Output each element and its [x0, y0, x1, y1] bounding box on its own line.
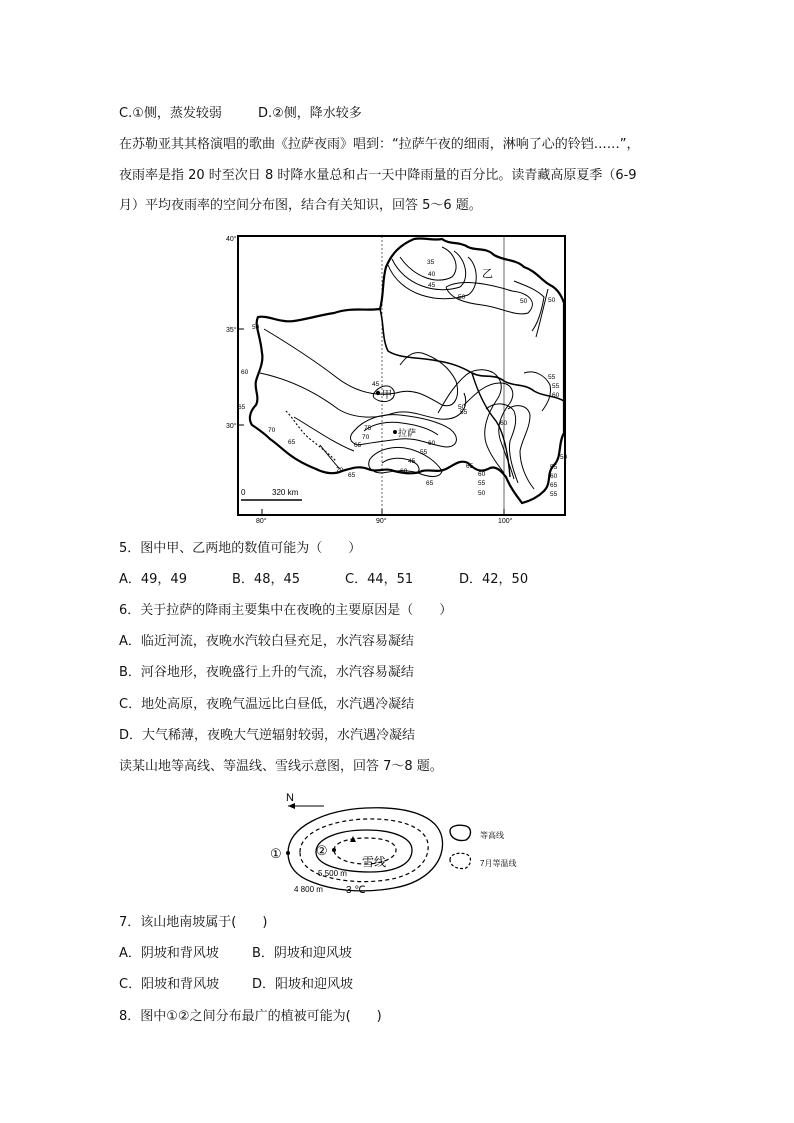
contour-label: 55 — [552, 383, 560, 390]
contour-label: 65 — [466, 463, 474, 470]
intro-line-3: 月）平均夜雨率的空间分布图，结合有关知识，回答 5～6 题。 — [119, 198, 482, 213]
q6-option-c: C．地处高原，夜晚气温远比白昼低，水汽遇冷凝结 — [119, 697, 415, 712]
temperature-label: 3 ℃ — [346, 885, 366, 896]
contour-label: 50 — [520, 298, 528, 305]
contour-label: 55 — [550, 464, 558, 471]
contour-label: 70 — [362, 434, 370, 441]
q5-option-c: C．44，51 — [345, 572, 414, 587]
legend-isotherm-icon — [450, 853, 471, 868]
contour-label: 60 — [400, 468, 408, 475]
contour-label: 40 — [428, 271, 436, 278]
contour-label: 65 — [550, 482, 558, 489]
contour-label: 60 — [500, 420, 508, 427]
contour-label: 65 — [354, 442, 362, 449]
contour-label: 50 — [560, 454, 568, 461]
q4-option-c: C.①侧，蒸发较弱 — [119, 106, 222, 121]
contour-label: 60 — [550, 473, 558, 480]
intro-line-2: 夜雨率是指 20 时至次日 8 时降水量总和占一天中降雨量的百分比。读青藏高原夏季（6-9 — [119, 168, 637, 183]
contour-label: 35 — [427, 259, 435, 266]
contour-label: 60 — [552, 392, 560, 399]
jia-label: 甲 — [382, 390, 392, 401]
q7-option-b: B．阴坡和迎风坡 — [252, 946, 352, 961]
contour-label: 55 — [460, 409, 468, 416]
contour-label: 70 — [336, 467, 344, 474]
q8-stem: 8．图中①②之间分布最广的植被可能为( ) — [119, 1009, 382, 1024]
contour-label: 55 — [548, 374, 556, 381]
scale-zero: 0 — [241, 488, 246, 497]
contour-label: 75 — [364, 425, 372, 432]
q7-stem: 7．该山地南坡属于( ) — [119, 915, 268, 930]
q6-option-d: D．大气稀薄，夜晚大气逆辐射较弱，水汽遇冷凝结 — [119, 728, 416, 743]
outer-contour — [288, 808, 443, 891]
lon-label-90: 90° — [376, 518, 387, 525]
contour-label: 55 — [478, 480, 486, 487]
contour-label: 60 — [241, 369, 249, 376]
jia-marker — [376, 391, 380, 395]
point-1-label: ① — [270, 846, 282, 861]
contour-label: 65 — [426, 480, 434, 487]
q5-option-d: D．42，50 — [459, 572, 529, 587]
lon-label-100: 100° — [498, 518, 513, 525]
contour-label: 65 — [238, 404, 246, 411]
contour-label: 50 — [478, 490, 486, 497]
legend-isotherm-label: 7月等温线 — [480, 859, 517, 868]
contour-label: 50 — [548, 297, 556, 304]
q4-option-d: D.②侧，降水较多 — [258, 106, 362, 121]
yi-label: 乙 — [482, 268, 493, 280]
snowline-label: 雪线 — [362, 855, 387, 869]
contour-label: 60 — [428, 440, 436, 447]
contour-label: 45 — [372, 381, 380, 388]
lhasa-marker — [393, 430, 397, 434]
mountain-diagram — [262, 786, 532, 898]
contour-label: 50 — [458, 404, 466, 411]
contour-label: 50 — [458, 294, 466, 301]
q5-option-a: A．49，49 — [119, 572, 187, 587]
legend-contour-icon — [450, 825, 471, 840]
elevation-5500-label: 5 500 m — [318, 869, 347, 878]
contour-label: 55 — [550, 491, 558, 498]
q7-option-a: A．阴坡和背风坡 — [119, 946, 219, 961]
intro-7-8: 读某山地等高线、等温线、雪线示意图，回答 7～8 题。 — [119, 759, 443, 774]
elevation-4800-label: 4 800 m — [294, 885, 323, 894]
contour-label: 60 — [478, 471, 486, 478]
contour-label: 45 — [428, 282, 436, 289]
q6-stem: 6．关于拉萨的降雨主要集中在夜晚的主要原因是（ ） — [119, 603, 453, 618]
q7-option-c: C．阳坡和背风坡 — [119, 977, 220, 992]
q5-stem: 5．图中甲、乙两地的数值可能为（ ） — [119, 541, 362, 556]
lhasa-label: 拉萨 — [398, 428, 417, 438]
north-label: N — [286, 792, 294, 804]
lat-label-40: 40° — [226, 236, 237, 243]
scale-label: 320 km — [272, 488, 299, 497]
contour-label: 50 — [252, 324, 260, 331]
point-2-label: ② — [316, 843, 328, 858]
contour-label: 45 — [408, 458, 416, 465]
q6-option-a: A．临近河流，夜晚水汽较白昼充足，水汽容易凝结 — [119, 634, 414, 649]
night-rain-rate-map — [224, 233, 570, 525]
q7-option-d: D．阳坡和迎风坡 — [252, 977, 354, 992]
q5-option-b: B．48，45 — [232, 572, 301, 587]
lon-label-80: 80° — [256, 518, 267, 525]
point-2-marker — [332, 848, 336, 852]
lat-label-35: 35° — [226, 327, 237, 334]
contour-label: 70 — [268, 427, 276, 434]
lat-label-30: 30° — [226, 423, 237, 430]
contour-label: 65 — [348, 472, 356, 479]
contour-label: 65 — [288, 439, 296, 446]
legend-contour-label: 等高线 — [480, 831, 504, 840]
contour-label: 55 — [420, 449, 428, 456]
q6-option-b: B．河谷地形，夜晚盛行上升的气流，水汽容易凝结 — [119, 665, 414, 680]
point-1-marker — [286, 851, 290, 855]
intro-line-1: 在苏勒亚其其格演唱的歌曲《拉萨夜雨》唱到：“拉萨午夜的细雨，淋响了心的铃铛……”， — [119, 137, 640, 152]
